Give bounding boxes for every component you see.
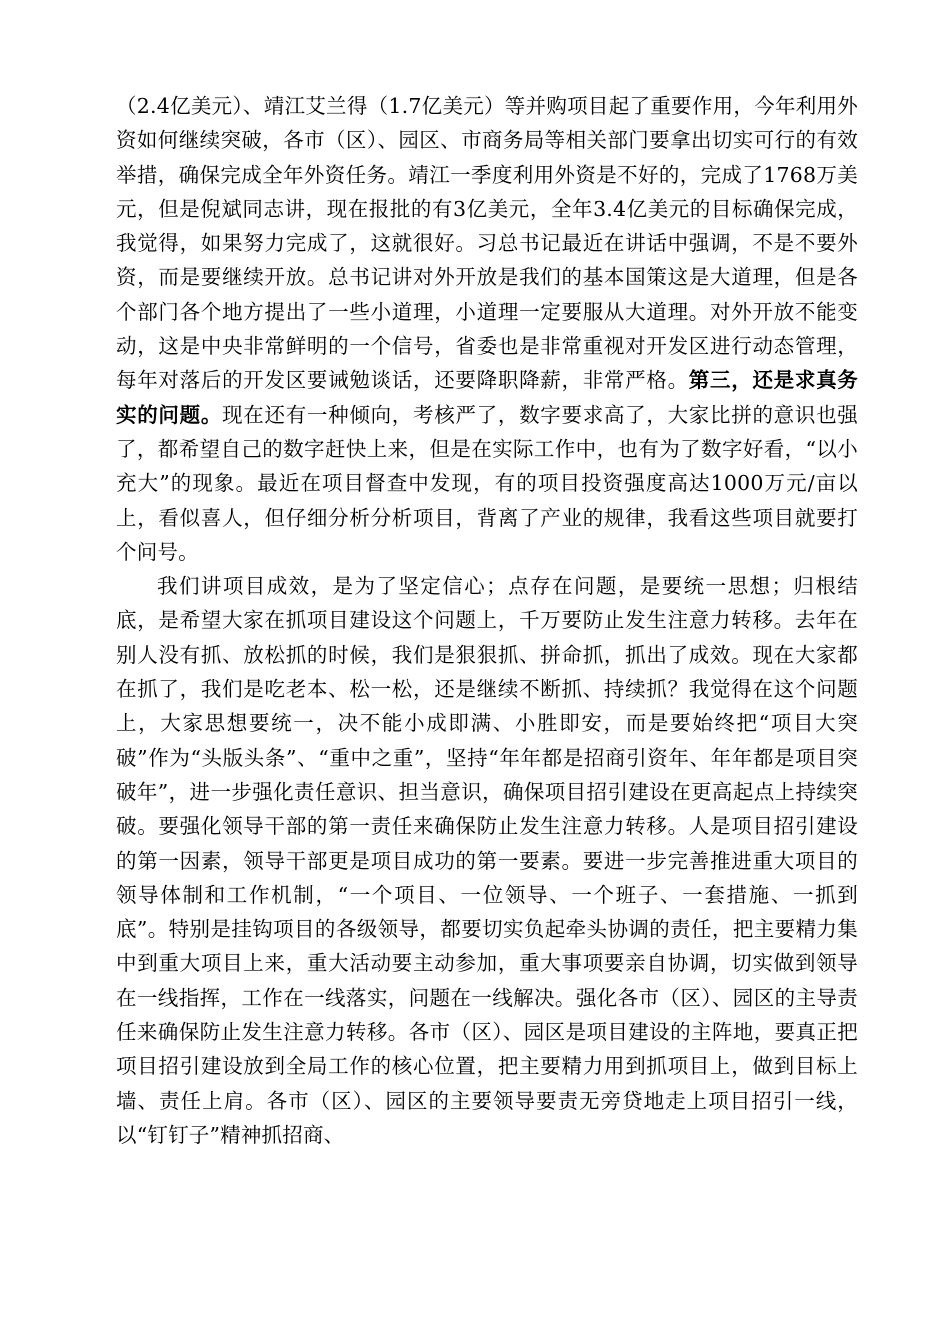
paragraph-foreign-investment xyxy=(116,89,858,569)
body-text xyxy=(116,89,858,1152)
paragraph-text: 现在还有一种倾向，考核严了，数字要求高了，大家比拼的意识也强了，都希望自己的数字赶快上来，但是在实际工作中，也有为了数字好看，“以小充大”的现象。最近在项目督查中发现，有的项目投资强度高达1000万元/亩以上，看似喜人，但仔细分析分析项目，背离了产业的规律，我看这些项目就要打个问号。 xyxy=(116,402,859,564)
paragraph-text: （2.4亿美元）、靖江艾兰得（1.7亿美元）等并购项目起了重要作用，今年利用外资如何继续突破，各市（区）、园区、市商务局等相关部门要拿出切实可行的有效举措，确保完成全年外资任务。靖江一季度利用外资是不好的，完成了1768万美元，但是倪斌同志讲，现在报批的有3亿美元，全年3.4亿美元的目标确保完成，我觉得，如果努力完成了，这就很好。习总书记最近在讲话中强调，不是不要外资，而是要继续开放。总书记讲对外开放是我们的基本国策这是大道理，但是各个部门各个地方提出了一些小道理，小道理一定要服从大道理。对外开放不能变动，这是中央非常鲜明的一个信号，省委也是非常重视对开发区进行动态管理，每年对落后的开发区要诫勉谈话，还要降职降薪，非常严格。 xyxy=(116,94,858,393)
paragraph-project-focus xyxy=(116,569,858,1152)
section-heading-third: 第三，还是求真务实的问题。 xyxy=(116,368,858,427)
paragraph-text: 我们讲项目成效，是为了坚定信心；点存在问题，是要统一思想；归根结底，是希望大家在抓项目建设这个问题上，千万要防止发生注意力转移。去年在别人没有抓、放松抓的时候，我们是狠狠抓、拼命抓，抓出了成效。现在大家都在抓了，我们是吃老本、松一松，还是继续不断抓、持续抓？我觉得在这个问题上，大家思想要统一，决不能小成即满、小胜即安，而是要始终把“项目大突破”作为“头版头条”、“重中之重”，坚持“年年都是招商引资年、年年都是项目突破年”，进一步强化责任意识、担当意识，确保项目招引建设在更高起点上持续突破。要强化领导干部的第一责任来确保防止发生注意力转移。人是项目招引建设的第一因素，领导干部更是项目成功的第一要素。要进一步完善推进重大项目的领导体制和工作机制，“一个项目、一位领导、一个班子、一套措施、一抓到底”。特别是挂钩项目的各级领导，都要切实负起牵头协调的责任，把主要精力集中到重大项目上来，重大活动要主动参加，重大事项要亲自协调，切实做到领导在一线指挥，工作在一线落实，问题在一线解决。强化各市（区）、园区的主导责任来确保防止发生注意力转移。各市（区）、园区是项目建设的主阵地，要真正把项目招引建设放到全局工作的核心位置，把主要精力用到抓项目上，做到目标上墙、责任上肩。各市（区）、园区的主要领导要责无旁贷地走上项目招引一线，以“钉钉子”精神抓招商、 xyxy=(116,574,858,1147)
